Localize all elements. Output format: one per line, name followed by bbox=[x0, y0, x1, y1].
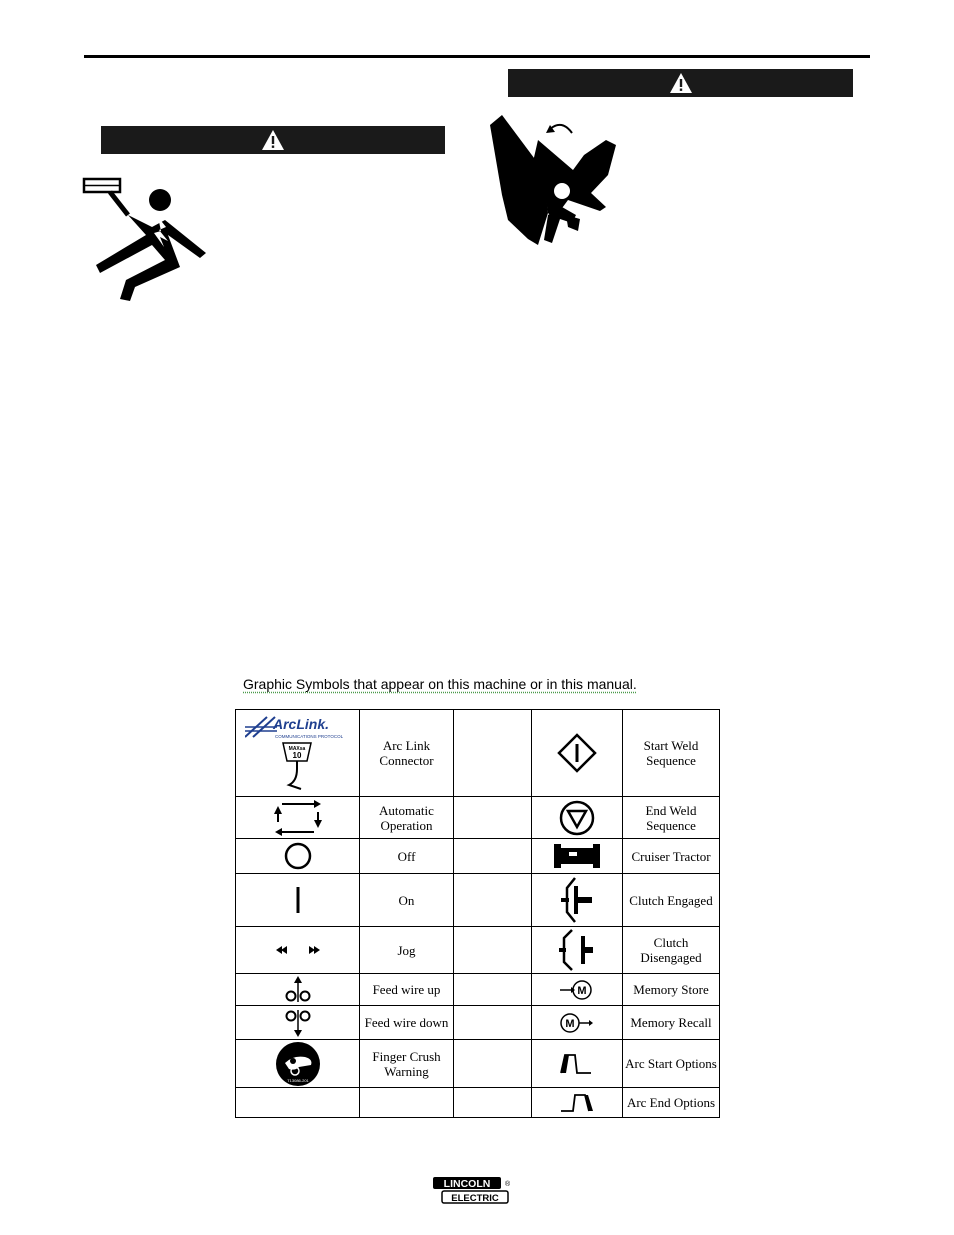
table-cell-label: Start Weld Sequence bbox=[623, 710, 720, 797]
svg-text:ELECTRIC: ELECTRIC bbox=[451, 1193, 499, 1204]
hand-fan-hazard-icon bbox=[488, 115, 618, 255]
feed-wire-down-icon bbox=[236, 1006, 360, 1040]
svg-text:MAXsa: MAXsa bbox=[288, 746, 305, 752]
table-cell-empty bbox=[454, 710, 532, 797]
svg-text:M: M bbox=[565, 1017, 575, 1030]
memory-store-icon bbox=[532, 974, 623, 1006]
table-cell-label: Memory Store bbox=[623, 974, 720, 1006]
table-row bbox=[236, 974, 720, 1006]
table-cell-label: Cruiser Tractor bbox=[623, 839, 720, 874]
svg-text:®: ® bbox=[505, 1181, 510, 1188]
table-cell-label: End Weld Sequence bbox=[623, 797, 720, 839]
table-cell-label: Clutch Engaged bbox=[623, 874, 720, 927]
table-cell-label: Automatic Operation bbox=[360, 797, 454, 839]
clutch-disengaged-icon bbox=[532, 927, 623, 974]
start-weld-sequence-icon bbox=[532, 710, 623, 797]
table-cell-empty bbox=[454, 1040, 532, 1088]
table-cell-label: Memory Recall bbox=[623, 1006, 720, 1040]
table-cell-label: Arc End Options bbox=[623, 1088, 720, 1118]
table-cell-empty bbox=[236, 1088, 360, 1118]
lincoln-electric-logo bbox=[432, 1176, 510, 1205]
graphic-symbols-table bbox=[235, 709, 720, 1118]
automatic-operation-icon bbox=[236, 797, 360, 839]
table-cell-label: On bbox=[360, 874, 454, 927]
symbols-caption: Graphic Symbols that appear on this machine or in this manual. bbox=[243, 676, 637, 692]
table-row bbox=[236, 1006, 720, 1040]
table-cell-empty bbox=[454, 839, 532, 874]
table-cell-label: Arc Start Options bbox=[623, 1040, 720, 1088]
table-cell-empty bbox=[454, 927, 532, 974]
finger-crush-warning-icon bbox=[236, 1040, 360, 1088]
table-row bbox=[236, 797, 720, 839]
header-rule bbox=[84, 55, 870, 58]
table-cell-empty bbox=[454, 1006, 532, 1040]
table-row bbox=[236, 1040, 720, 1088]
feed-wire-up-icon bbox=[236, 974, 360, 1006]
table-cell-label: Finger Crush Warning bbox=[360, 1040, 454, 1088]
table-cell-label: Off bbox=[360, 839, 454, 874]
warning-triangle-icon bbox=[261, 129, 285, 151]
table-cell-label: Feed wire up bbox=[360, 974, 454, 1006]
svg-text:M: M bbox=[577, 984, 587, 997]
table-row bbox=[236, 710, 720, 797]
arc-end-options-icon bbox=[532, 1088, 623, 1118]
off-icon bbox=[236, 839, 360, 874]
table-cell-empty bbox=[454, 974, 532, 1006]
svg-text:COMMUNICATIONS PROTOCOL: COMMUNICATIONS PROTOCOL bbox=[274, 734, 343, 739]
arc-start-options-icon bbox=[532, 1040, 623, 1088]
table-row bbox=[236, 927, 720, 974]
table-row bbox=[236, 874, 720, 927]
table-cell-empty bbox=[454, 797, 532, 839]
svg-text:LINCOLN: LINCOLN bbox=[443, 1178, 491, 1190]
warning-bar-left bbox=[101, 126, 445, 154]
svg-text:T13086-201: T13086-201 bbox=[286, 1077, 309, 1083]
table-cell-empty bbox=[454, 874, 532, 927]
table-row bbox=[236, 839, 720, 874]
svg-text:10: 10 bbox=[292, 751, 301, 760]
table-row bbox=[236, 1088, 720, 1118]
table-cell-label: Clutch Disengaged bbox=[623, 927, 720, 974]
arclink-connector-icon bbox=[236, 710, 360, 797]
electric-shock-icon bbox=[80, 175, 215, 305]
warning-triangle-icon bbox=[669, 72, 693, 94]
end-weld-sequence-icon bbox=[532, 797, 623, 839]
table-cell-empty bbox=[454, 1088, 532, 1118]
clutch-engaged-icon bbox=[532, 874, 623, 927]
svg-text:ArcLink.: ArcLink. bbox=[272, 716, 329, 732]
cruiser-tractor-icon bbox=[532, 839, 623, 874]
table-cell-label bbox=[360, 1088, 454, 1118]
table-cell-label: Arc Link Connector bbox=[360, 710, 454, 797]
on-icon bbox=[236, 874, 360, 927]
jog-icon bbox=[236, 927, 360, 974]
table-cell-label: Feed wire down bbox=[360, 1006, 454, 1040]
warning-bar-right bbox=[508, 69, 853, 97]
memory-recall-icon bbox=[532, 1006, 623, 1040]
table-cell-label: Jog bbox=[360, 927, 454, 974]
